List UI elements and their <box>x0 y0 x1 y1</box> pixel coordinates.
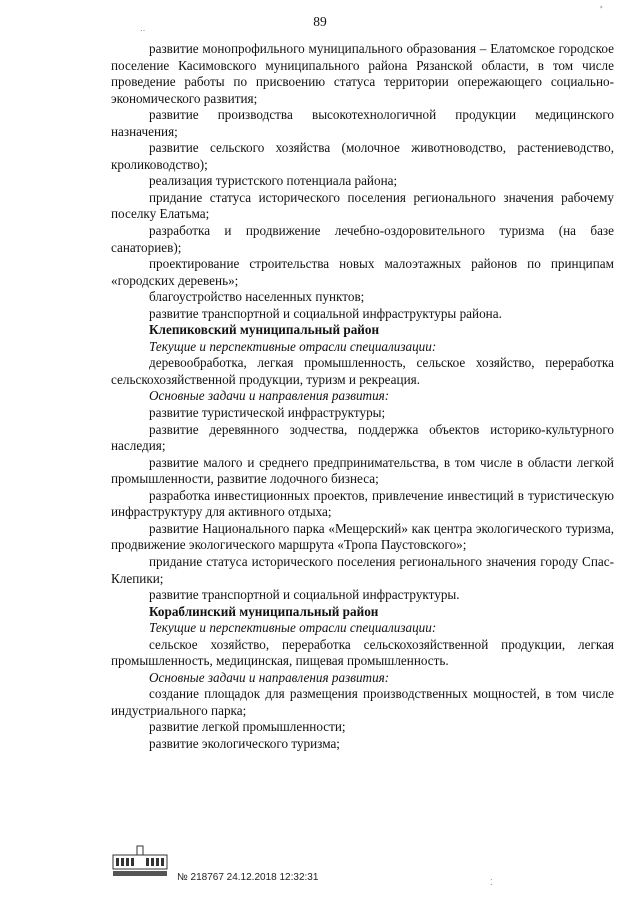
page-number: 89 <box>313 14 327 29</box>
section-heading-korablinsky: Кораблинский муниципальный район <box>149 603 379 619</box>
paragraph: проектирование строительства новых малоэтажных районов по принципам «городских деревень»; <box>111 256 614 288</box>
subheading: Текущие и перспективные отрасли специализации: <box>149 620 437 636</box>
paragraph: развитие сельского хозяйства (молочное животноводство, растениеводство, кролиководство); <box>111 140 614 172</box>
paragraph: реализация туристского потенциала района; <box>149 173 398 189</box>
scan-speck: ⸗ <box>600 2 603 11</box>
document-timestamp: 24.12.2018 12:32:31 <box>226 872 319 883</box>
paragraph: развитие экологического туризма; <box>149 735 340 751</box>
paragraph: придание статуса исторического поселения регионального значения рабочему поселку Елатьма; <box>111 189 614 222</box>
paragraph: придание статуса исторического поселения регионального значения городу Спас-Клепики; <box>111 553 614 586</box>
paragraph: развитие туристической инфраструктуры; <box>149 405 386 421</box>
paragraph: разработка и продвижение лечебно-оздоровительного туризма (на базе санаториев); <box>111 223 614 255</box>
document-stamp-text <box>177 872 318 883</box>
subheading: Основные задачи и направления развития: <box>149 388 390 404</box>
paragraph: развитие Национального парка «Мещерский» как центра экологического туризма, продвижение экологического маршрута «Тропа Паустовского»; <box>111 520 614 553</box>
paragraph: развитие транспортной и социальной инфраструктуры. <box>149 587 460 603</box>
section-heading-klepikovsky: Клепиковский муниципальный район <box>149 322 380 338</box>
scan-speck: ‥ <box>140 24 146 33</box>
paragraph: развитие малого и среднего предпринимательства, в том числе в области легкой промышленности, развитие лодочного бизнеса; <box>111 454 614 487</box>
paragraph: сельское хозяйство, переработка сельскохозяйственной продукции, легкая промышленность, медицинская, пищевая промышленность. <box>111 636 614 669</box>
paragraph: развитие транспортной и социальной инфраструктуры района. <box>149 305 502 321</box>
registry-stamp-icon <box>111 843 171 883</box>
subheading: Текущие и перспективные отрасли специализации: <box>149 338 437 354</box>
paragraph: развитие легкой промышленности; <box>149 719 346 735</box>
paragraph: деревообработка, легкая промышленность, сельское хозяйство, переработка сельскохозяйственной продукции, туризм и рекреация. <box>111 355 614 387</box>
document-number: № 218767 <box>177 872 224 883</box>
paragraph: развитие монопрофильного муниципального образования – Елатомское городское поселение Касимовского муниципального района Рязанской области, в том числе проведение работы по присвоению статуса территории опережающего социально-экономического развития; <box>111 41 614 106</box>
document-footer <box>111 843 471 893</box>
paragraph: развитие деревянного зодчества, поддержка объектов историко-культурного наследия; <box>111 421 614 454</box>
scan-speck: ⁚ <box>490 878 493 887</box>
document-body <box>111 41 614 753</box>
paragraph: разработка инвестиционных проектов, привлечение инвестиций в туристическую инфраструктуру для активного отдыха; <box>111 487 614 520</box>
paragraph: благоустройство населенных пунктов; <box>149 289 365 305</box>
paragraph: создание площадок для размещения производственных мощностей, в том числе индустриального парка; <box>111 686 614 718</box>
subheading: Основные задачи и направления развития: <box>149 669 390 685</box>
paragraph: развитие производства высокотехнологичной продукции медицинского назначения; <box>111 107 614 139</box>
